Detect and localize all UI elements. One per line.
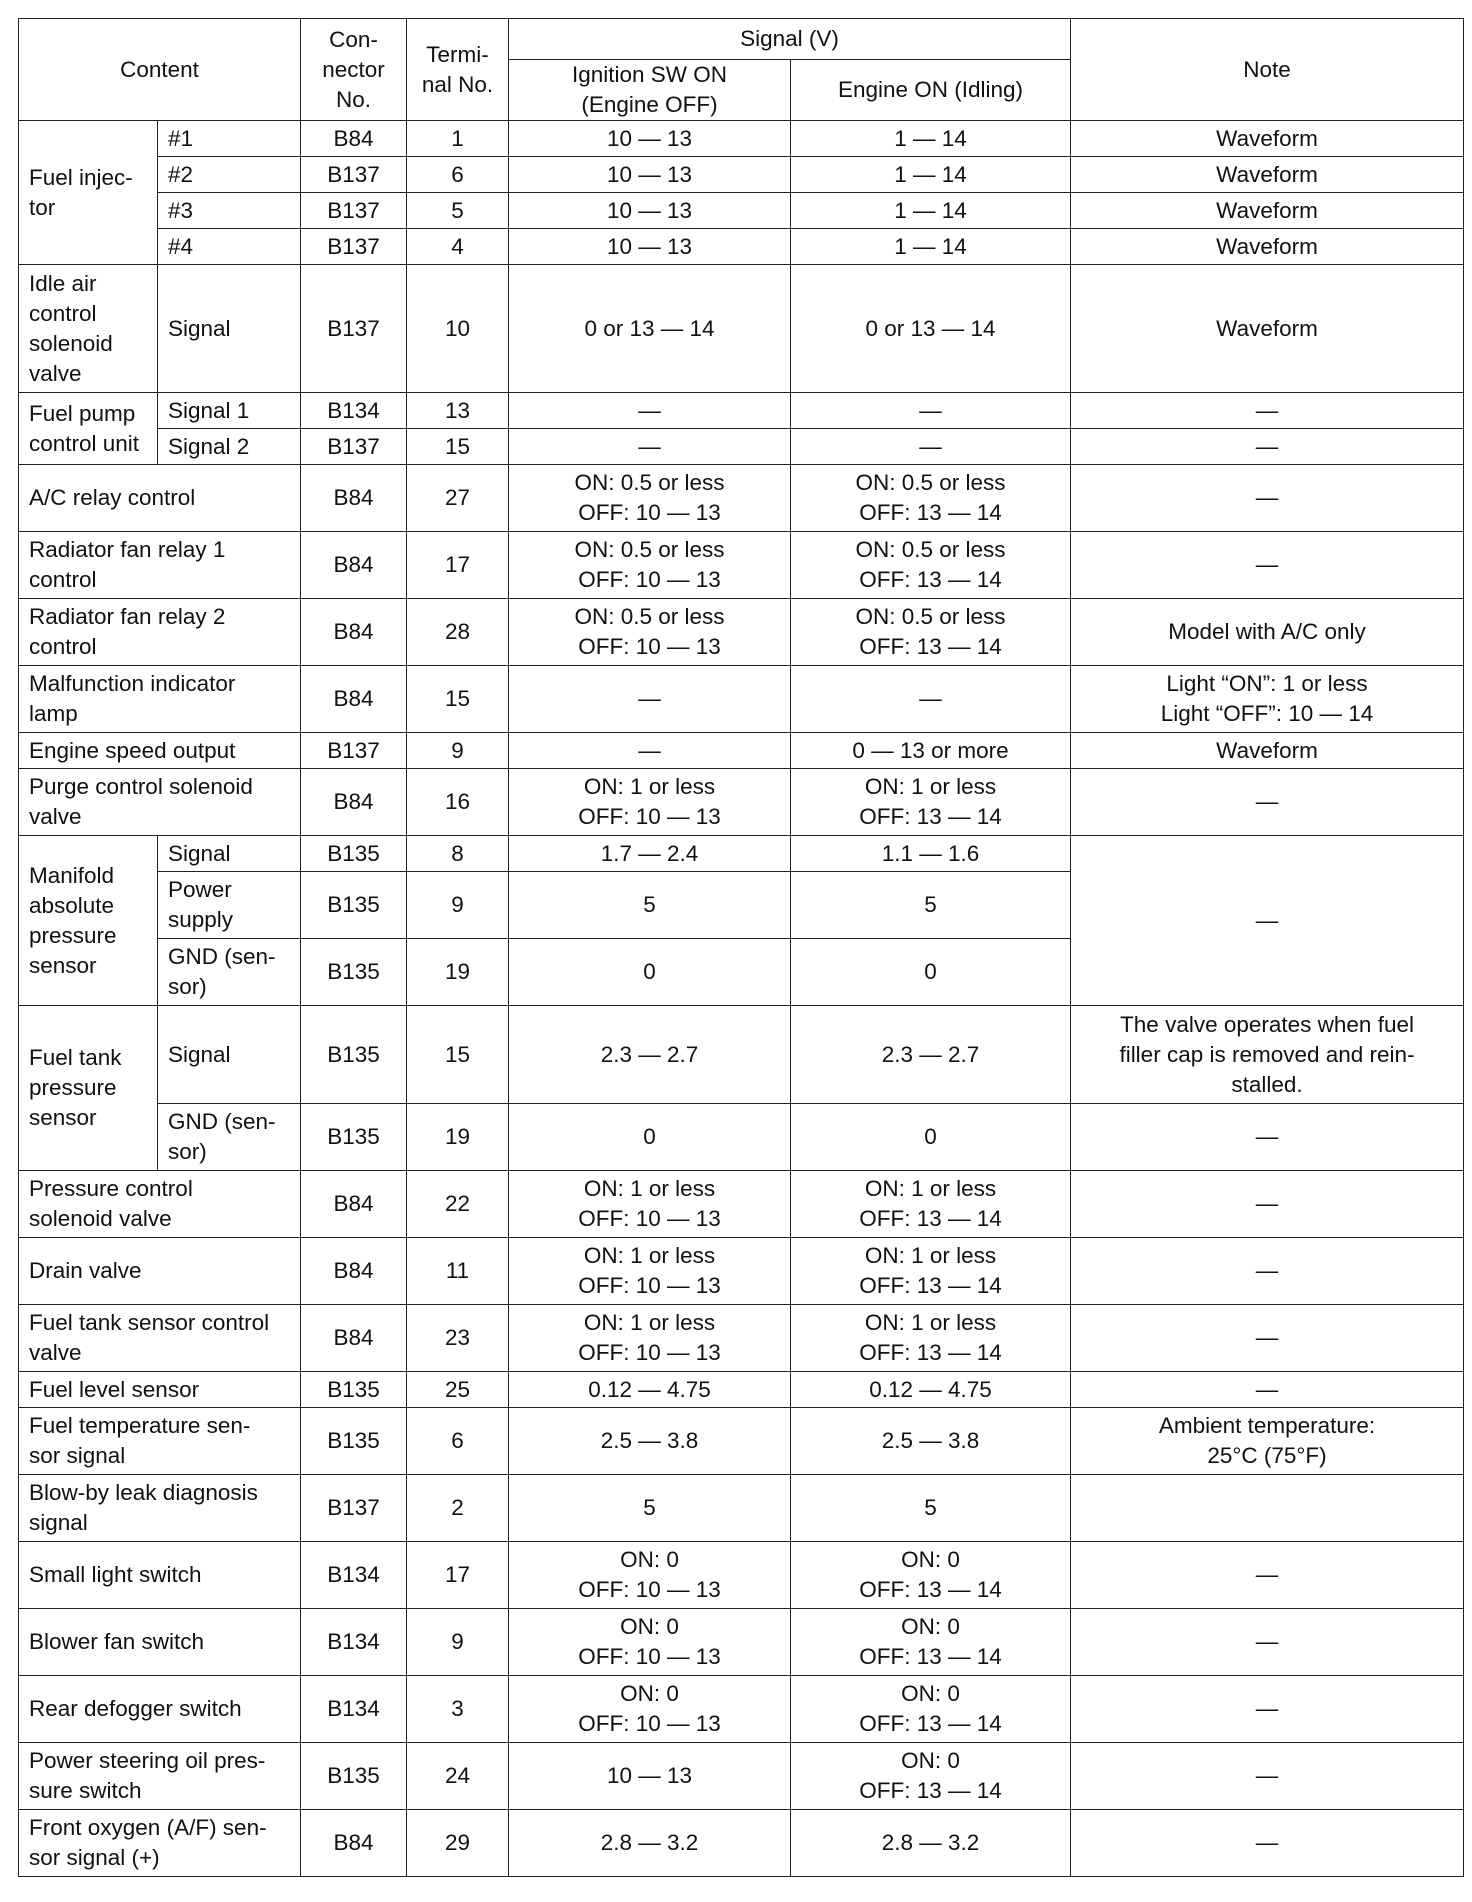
connector-cell: B135 <box>301 836 407 872</box>
engine-on-cell: ON: 0.5 or less OFF: 13 — 14 <box>791 599 1071 666</box>
table-row <box>19 193 1464 229</box>
terminal-cell: 17 <box>407 532 509 599</box>
ignition-on-cell: 10 — 13 <box>509 193 791 229</box>
terminal-cell: 9 <box>407 733 509 769</box>
connector-cell: B84 <box>301 1810 407 1877</box>
row-label: Front oxygen (A/F) sen- sor signal (+) <box>19 1810 301 1877</box>
note-cell: — <box>1071 1171 1464 1238</box>
connector-cell: B134 <box>301 1609 407 1676</box>
connector-cell: B84 <box>301 599 407 666</box>
row-label: Engine speed output <box>19 733 301 769</box>
header-connector-no: Con- nector No. <box>301 19 407 121</box>
ignition-on-cell: ON: 0 OFF: 10 — 13 <box>509 1542 791 1609</box>
table-row <box>19 733 1464 769</box>
engine-on-cell: ON: 1 or less OFF: 13 — 14 <box>791 1305 1071 1372</box>
note-cell: — <box>1071 769 1464 836</box>
table-row <box>19 1810 1464 1877</box>
connector-cell: B84 <box>301 666 407 733</box>
row-sublabel: Signal <box>158 265 301 393</box>
table-row <box>19 1542 1464 1609</box>
row-label: Blower fan switch <box>19 1609 301 1676</box>
row-sublabel: GND (sen- sor) <box>158 939 301 1006</box>
engine-on-cell: ON: 0 OFF: 13 — 14 <box>791 1676 1071 1743</box>
terminal-cell: 19 <box>407 939 509 1006</box>
row-sublabel: Signal <box>158 836 301 872</box>
connector-cell: B84 <box>301 532 407 599</box>
connector-cell: B84 <box>301 465 407 532</box>
note-cell: Ambient temperature: 25°C (75°F) <box>1071 1408 1464 1475</box>
connector-cell: B134 <box>301 1676 407 1743</box>
terminal-cell: 24 <box>407 1743 509 1810</box>
row-sublabel: #1 <box>158 121 301 157</box>
connector-cell: B134 <box>301 393 407 429</box>
connector-cell: B84 <box>301 1238 407 1305</box>
connector-cell: B135 <box>301 1104 407 1171</box>
ignition-on-cell: 5 <box>509 1475 791 1542</box>
note-cell: — <box>1071 1104 1464 1171</box>
row-label: Idle air control solenoid valve <box>19 265 158 393</box>
note-cell <box>1071 1475 1464 1542</box>
table-row <box>19 265 1464 393</box>
header-content: Content <box>19 19 301 121</box>
engine-on-cell: — <box>791 393 1071 429</box>
engine-on-cell: 0 <box>791 1104 1071 1171</box>
table-row <box>19 1676 1464 1743</box>
row-sublabel: Signal 1 <box>158 393 301 429</box>
row-sublabel: Signal <box>158 1006 301 1104</box>
ignition-on-cell: ON: 0.5 or less OFF: 10 — 13 <box>509 532 791 599</box>
terminal-cell: 8 <box>407 836 509 872</box>
connector-cell: B84 <box>301 121 407 157</box>
row-sublabel: Signal 2 <box>158 429 301 465</box>
table-row <box>19 1104 1464 1171</box>
row-label: Manifold absolute pressure sensor <box>19 836 158 1006</box>
row-label: Power steering oil pres- sure switch <box>19 1743 301 1810</box>
row-label: Drain valve <box>19 1238 301 1305</box>
engine-on-cell: 2.5 — 3.8 <box>791 1408 1071 1475</box>
row-sublabel: #3 <box>158 193 301 229</box>
terminal-cell: 11 <box>407 1238 509 1305</box>
engine-on-cell: 2.8 — 3.2 <box>791 1810 1071 1877</box>
table-row <box>19 1408 1464 1475</box>
table-row <box>19 1305 1464 1372</box>
row-label: Fuel level sensor <box>19 1372 301 1408</box>
row-label: Fuel tank pressure sensor <box>19 1006 158 1171</box>
connector-cell: B134 <box>301 1542 407 1609</box>
connector-cell: B137 <box>301 733 407 769</box>
connector-cell: B84 <box>301 1171 407 1238</box>
engine-on-cell: 0 or 13 — 14 <box>791 265 1071 393</box>
terminal-cell: 25 <box>407 1372 509 1408</box>
engine-on-cell: 1 — 14 <box>791 121 1071 157</box>
header-note: Note <box>1071 19 1464 121</box>
row-sublabel: Power supply <box>158 872 301 939</box>
engine-on-cell: ON: 0 OFF: 13 — 14 <box>791 1542 1071 1609</box>
ignition-on-cell: 2.3 — 2.7 <box>509 1006 791 1104</box>
ignition-on-cell: — <box>509 733 791 769</box>
note-cell: — <box>1071 1238 1464 1305</box>
connector-cell: B135 <box>301 872 407 939</box>
note-cell: Waveform <box>1071 733 1464 769</box>
header-signal: Signal (V) <box>509 19 1071 60</box>
row-label: Fuel tank sensor control valve <box>19 1305 301 1372</box>
connector-cell: B135 <box>301 1743 407 1810</box>
engine-on-cell: 0 — 13 or more <box>791 733 1071 769</box>
ignition-on-cell: 10 — 13 <box>509 1743 791 1810</box>
note-cell: — <box>1071 1676 1464 1743</box>
engine-on-cell: 1.1 — 1.6 <box>791 836 1071 872</box>
terminal-cell: 9 <box>407 1609 509 1676</box>
note-cell: Waveform <box>1071 157 1464 193</box>
engine-on-cell: 1 — 14 <box>791 157 1071 193</box>
terminal-cell: 15 <box>407 666 509 733</box>
connector-cell: B84 <box>301 769 407 836</box>
engine-on-cell: 1 — 14 <box>791 229 1071 265</box>
note-cell: Waveform <box>1071 193 1464 229</box>
connector-cell: B135 <box>301 1006 407 1104</box>
engine-on-cell: 0.12 — 4.75 <box>791 1372 1071 1408</box>
note-cell: The valve operates when fuel filler cap is removed and rein- stalled. <box>1071 1006 1464 1104</box>
terminal-cell: 17 <box>407 1542 509 1609</box>
row-label: Radiator fan relay 2 control <box>19 599 301 666</box>
terminal-cell: 29 <box>407 1810 509 1877</box>
terminal-cell: 6 <box>407 1408 509 1475</box>
row-label: Radiator fan relay 1 control <box>19 532 301 599</box>
note-cell: — <box>1071 1810 1464 1877</box>
ignition-on-cell: 10 — 13 <box>509 157 791 193</box>
engine-on-cell: 2.3 — 2.7 <box>791 1006 1071 1104</box>
terminal-cell: 27 <box>407 465 509 532</box>
engine-on-cell: ON: 1 or less OFF: 13 — 14 <box>791 1171 1071 1238</box>
table-row <box>19 1171 1464 1238</box>
connector-cell: B135 <box>301 1372 407 1408</box>
row-label: Blow-by leak diagnosis signal <box>19 1475 301 1542</box>
header-row <box>19 19 1464 60</box>
ignition-on-cell: 2.8 — 3.2 <box>509 1810 791 1877</box>
connector-cell: B137 <box>301 1475 407 1542</box>
row-label: Fuel injec- tor <box>19 121 158 265</box>
ignition-on-cell: ON: 1 or less OFF: 10 — 13 <box>509 1171 791 1238</box>
engine-on-cell: ON: 0 OFF: 13 — 14 <box>791 1609 1071 1676</box>
engine-on-cell: ON: 1 or less OFF: 13 — 14 <box>791 1238 1071 1305</box>
engine-on-cell: ON: 1 or less OFF: 13 — 14 <box>791 769 1071 836</box>
ignition-on-cell: 0 <box>509 939 791 1006</box>
note-cell: Model with A/C only <box>1071 599 1464 666</box>
table-row <box>19 1743 1464 1810</box>
row-label: Fuel pump control unit <box>19 393 158 465</box>
terminal-cell: 15 <box>407 429 509 465</box>
terminal-cell: 5 <box>407 193 509 229</box>
terminal-cell: 9 <box>407 872 509 939</box>
connector-cell: B137 <box>301 157 407 193</box>
terminal-cell: 28 <box>407 599 509 666</box>
row-sublabel: #4 <box>158 229 301 265</box>
ignition-on-cell: 2.5 — 3.8 <box>509 1408 791 1475</box>
connector-cell: B137 <box>301 229 407 265</box>
table-row <box>19 1372 1464 1408</box>
ignition-on-cell: ON: 0 OFF: 10 — 13 <box>509 1609 791 1676</box>
table-row <box>19 1006 1464 1104</box>
row-label: Fuel temperature sen- sor signal <box>19 1408 301 1475</box>
engine-on-cell: 1 — 14 <box>791 193 1071 229</box>
note-cell: Waveform <box>1071 265 1464 393</box>
ignition-on-cell: 10 — 13 <box>509 229 791 265</box>
table-row <box>19 836 1464 872</box>
terminal-cell: 23 <box>407 1305 509 1372</box>
header-terminal-no: Termi- nal No. <box>407 19 509 121</box>
table-row <box>19 429 1464 465</box>
ignition-on-cell: ON: 0 OFF: 10 — 13 <box>509 1676 791 1743</box>
connector-cell: B137 <box>301 429 407 465</box>
ignition-on-cell: 1.7 — 2.4 <box>509 836 791 872</box>
note-cell: — <box>1071 1372 1464 1408</box>
engine-on-cell: — <box>791 666 1071 733</box>
terminal-cell: 2 <box>407 1475 509 1542</box>
terminal-cell: 3 <box>407 1676 509 1743</box>
ignition-on-cell: ON: 0.5 or less OFF: 10 — 13 <box>509 465 791 532</box>
terminal-cell: 4 <box>407 229 509 265</box>
terminal-cell: 10 <box>407 265 509 393</box>
terminal-cell: 16 <box>407 769 509 836</box>
engine-on-cell: 0 <box>791 939 1071 1006</box>
terminal-cell: 15 <box>407 1006 509 1104</box>
note-cell: — <box>1071 1743 1464 1810</box>
terminal-cell: 19 <box>407 1104 509 1171</box>
connector-cell: B137 <box>301 193 407 229</box>
row-label: Small light switch <box>19 1542 301 1609</box>
row-label: Rear defogger switch <box>19 1676 301 1743</box>
terminal-cell: 22 <box>407 1171 509 1238</box>
ignition-on-cell: ON: 1 or less OFF: 10 — 13 <box>509 1238 791 1305</box>
ecm-signal-table <box>18 18 1464 1877</box>
table-row <box>19 1609 1464 1676</box>
row-sublabel: #2 <box>158 157 301 193</box>
ignition-on-cell: — <box>509 666 791 733</box>
ignition-on-cell: ON: 1 or less OFF: 10 — 13 <box>509 1305 791 1372</box>
table-row <box>19 769 1464 836</box>
note-cell: — <box>1071 465 1464 532</box>
connector-cell: B84 <box>301 1305 407 1372</box>
header-engine-on: Engine ON (Idling) <box>791 60 1071 121</box>
table-row <box>19 465 1464 532</box>
note-cell: Light “ON”: 1 or less Light “OFF”: 10 — 14 <box>1071 666 1464 733</box>
note-cell: Waveform <box>1071 121 1464 157</box>
ignition-on-cell: — <box>509 429 791 465</box>
engine-on-cell: — <box>791 429 1071 465</box>
ignition-on-cell: 0.12 — 4.75 <box>509 1372 791 1408</box>
table-row <box>19 157 1464 193</box>
connector-cell: B135 <box>301 939 407 1006</box>
terminal-cell: 1 <box>407 121 509 157</box>
note-cell: — <box>1071 836 1464 1006</box>
table-row <box>19 532 1464 599</box>
note-cell: — <box>1071 1305 1464 1372</box>
engine-on-cell: 5 <box>791 872 1071 939</box>
ignition-on-cell: ON: 1 or less OFF: 10 — 13 <box>509 769 791 836</box>
row-label: Pressure control solenoid valve <box>19 1171 301 1238</box>
ignition-on-cell: 0 or 13 — 14 <box>509 265 791 393</box>
engine-on-cell: ON: 0 OFF: 13 — 14 <box>791 1743 1071 1810</box>
ignition-on-cell: 10 — 13 <box>509 121 791 157</box>
connector-cell: B135 <box>301 1408 407 1475</box>
table-row <box>19 599 1464 666</box>
note-cell: — <box>1071 532 1464 599</box>
row-label: A/C relay control <box>19 465 301 532</box>
row-label: Malfunction indicator lamp <box>19 666 301 733</box>
table-row <box>19 229 1464 265</box>
note-cell: — <box>1071 429 1464 465</box>
table-row <box>19 1238 1464 1305</box>
ignition-on-cell: ON: 0.5 or less OFF: 10 — 13 <box>509 599 791 666</box>
row-sublabel: GND (sen- sor) <box>158 1104 301 1171</box>
note-cell: — <box>1071 393 1464 429</box>
row-label: Purge control solenoid valve <box>19 769 301 836</box>
header-ignition-on: Ignition SW ON (Engine OFF) <box>509 60 791 121</box>
ignition-on-cell: 5 <box>509 872 791 939</box>
connector-cell: B137 <box>301 265 407 393</box>
table-row <box>19 121 1464 157</box>
ignition-on-cell: — <box>509 393 791 429</box>
table-row <box>19 666 1464 733</box>
note-cell: — <box>1071 1542 1464 1609</box>
engine-on-cell: 5 <box>791 1475 1071 1542</box>
terminal-cell: 13 <box>407 393 509 429</box>
engine-on-cell: ON: 0.5 or less OFF: 13 — 14 <box>791 465 1071 532</box>
note-cell: — <box>1071 1609 1464 1676</box>
note-cell: Waveform <box>1071 229 1464 265</box>
engine-on-cell: ON: 0.5 or less OFF: 13 — 14 <box>791 532 1071 599</box>
table-row <box>19 393 1464 429</box>
terminal-cell: 6 <box>407 157 509 193</box>
table-row <box>19 1475 1464 1542</box>
ignition-on-cell: 0 <box>509 1104 791 1171</box>
